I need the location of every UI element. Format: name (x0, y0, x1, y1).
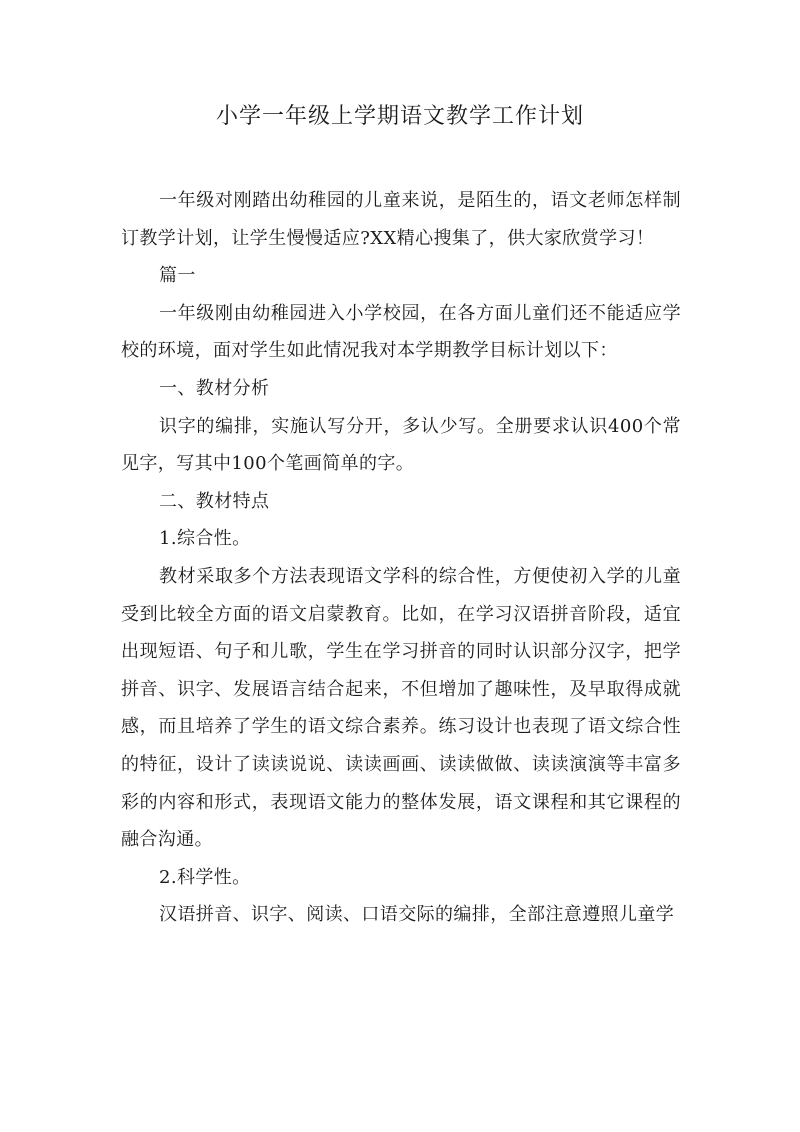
section-heading: 二、教材特点 (159, 490, 270, 512)
document-title: 小学一年级上学期语文教学工作计划 (215, 104, 584, 129)
section-label: 篇一 (159, 265, 196, 287)
body-paragraph: 汉语拼音、识字、阅读、口语交际的编排，全部注意遵照儿童学 (159, 904, 675, 926)
subsection-heading: 1.综合性。 (159, 528, 251, 550)
intro-paragraph: 一年级对刚踏出幼稚园的儿童来说，是陌生的，语文老师怎样制订教学计划，让学生慢慢适应?XX精心搜集了，供大家欣赏学习！ (121, 190, 681, 249)
body-paragraph: 一年级刚由幼稚园进入小学校园，在各方面儿童们还不能适应学校的环境，面对学生如此情况我对本学期教学目标计划以下： (121, 302, 681, 362)
document-body (121, 182, 681, 934)
subsection-heading: 2.科学性。 (159, 866, 251, 888)
body-paragraph: 识字的编排，实施认写分开，多认少写。全册要求认识400个常见字，写其中100个笔画简单的字。 (121, 415, 681, 475)
section-heading: 一、教材分析 (159, 377, 270, 399)
body-paragraph: 教材采取多个方法表现语文学科的综合性，方便使初入学的儿童受到比较全方面的语文启蒙教育。比如，在学习汉语拼音阶段，适宜出现短语、句子和儿歌，学生在学习拼音的同时认识部分汉字，把学拼音、识字、发展语言结合起来，不但增加了趣味性，及早取得成就感，而且培养了学生的语文综合素养。练习设计也表现了语文综合性的特征，设计了读读说说、读读画画、读读做做、读读演演等丰富多彩的内容和形式，表现语文能力的整体发展，语文课程和其它课程的融合沟通。 (121, 565, 681, 851)
